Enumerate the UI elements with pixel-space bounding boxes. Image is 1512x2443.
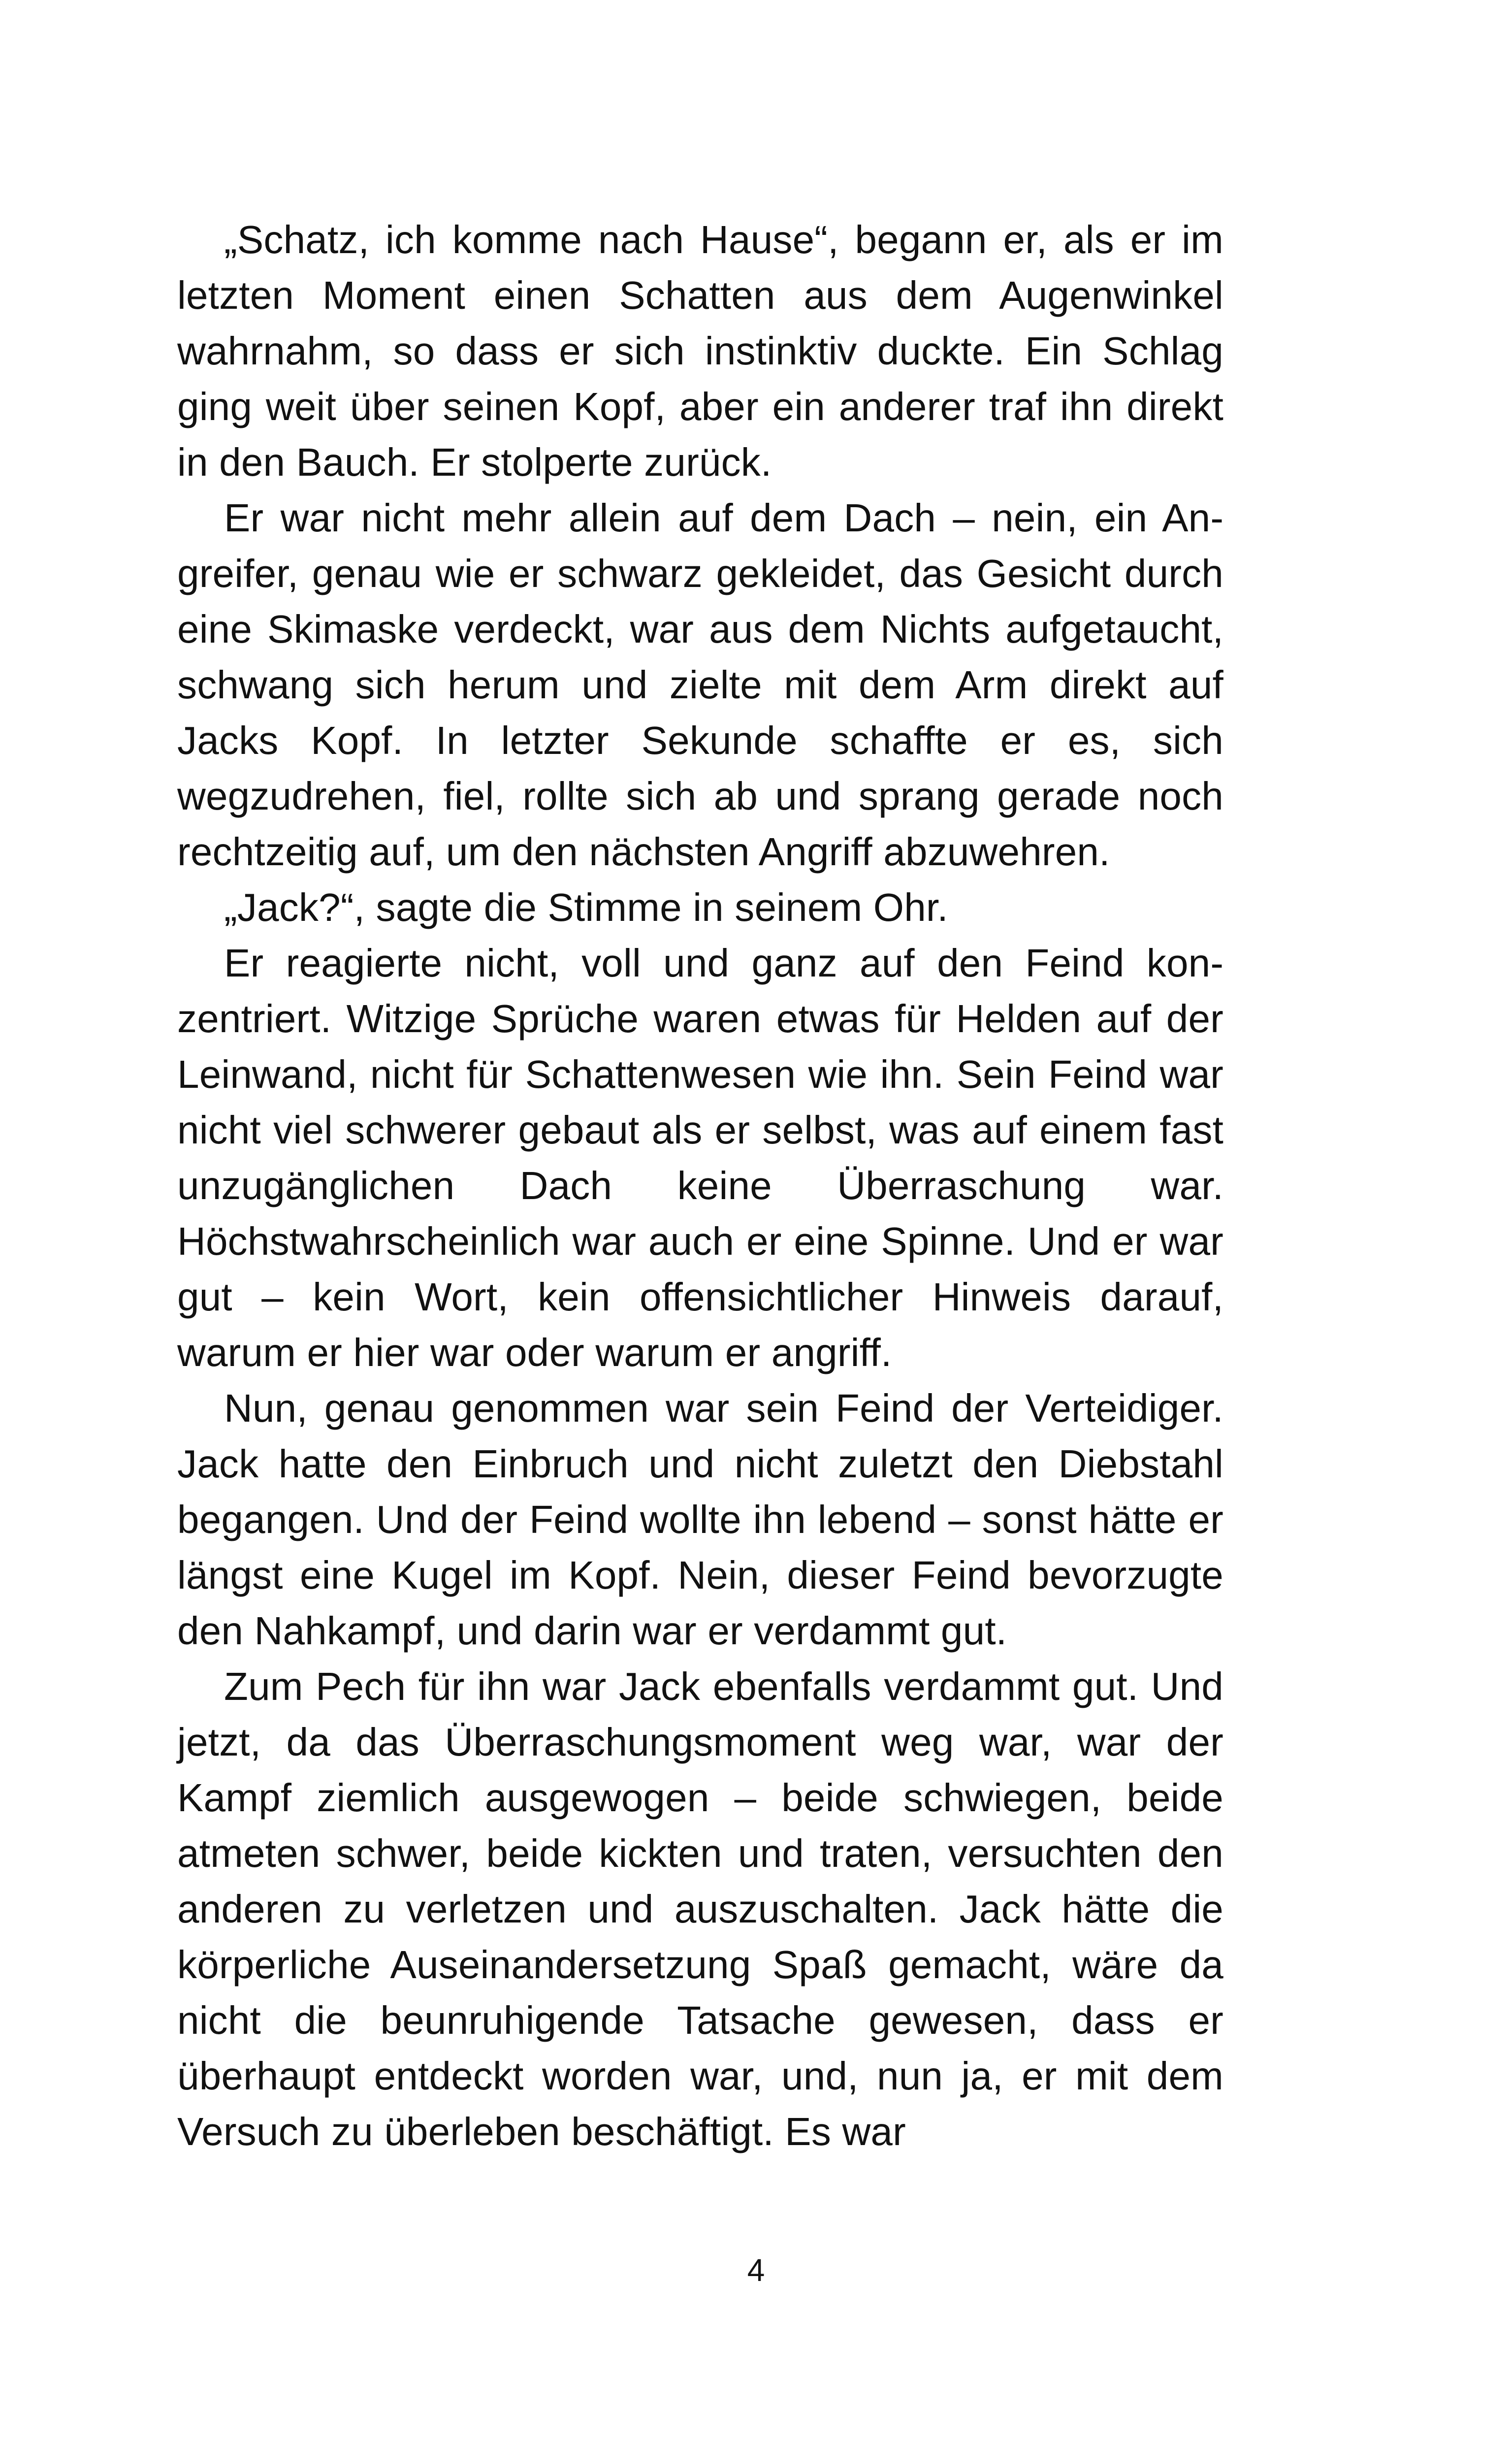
body-text — [177, 212, 1223, 2159]
paragraph-3: „Jack?“, sagte die Stimme in seinem Ohr. — [224, 885, 948, 929]
paragraph-5: Nun, genau genommen war sein Feind der Verteidiger. Jack hatte den Einbruch und nicht zuletzt den Diebstahl begangen. Und der Feind wollte ihn lebend – sonst hätte er längst eine Kugel im Kopf. Nein, dieser Feind bevorzugte den Nahkampf, und darin war er verdammt gut. — [177, 1386, 1223, 1653]
paragraph-2: Er war nicht mehr allein auf dem Dach – nein, ein Angreifer, genau wie er schwarz gekleidet, das Gesicht durch eine Skimaske verdeckt, war aus dem Nichts aufgetaucht, schwang sich herum und zielte mit dem Arm direkt auf Jacks Kopf. In letzter Sekunde schaffte er es, sich wegzudrehen, fiel, rollte sich ab und sprang gerade noch rechtzeitig auf, um den nächsten Angriff abzuwehren. — [177, 496, 1223, 874]
page-number: 4 — [747, 2252, 765, 2288]
paragraph-4: Er reagierte nicht, voll und ganz auf den Feind konzentriert. Witzige Sprüche waren etwas für Helden auf der Leinwand, nicht für Schattenwesen wie ihn. Sein Feind war nicht viel schwerer gebaut als er selbst, was auf einem fast unzugänglichen Dach keine Überraschung war. Höchstwahrscheinlich war auch er eine Spinne. Und er war gut – kein Wort, kein offensichtlicher Hinweis darauf, warum er hier war oder warum er angriff. — [177, 941, 1223, 1374]
paragraph-1: „Schatz, ich komme nach Hause“, begann er, als er im letzten Moment einen Schatten aus dem Augenwinkel wahrnahm, so dass er sich instinktiv duckte. Ein Schlag ging weit über seinen Kopf, aber ein anderer traf ihn direkt in den Bauch. Er stolperte zurück. — [177, 218, 1223, 484]
paragraph-6: Zum Pech für ihn war Jack ebenfalls verdammt gut. Und jetzt, da das Überraschungsmoment weg war, war der Kampf ziemlich ausgewogen – beide schwiegen, beide atmeten schwer, beide kickten und traten, versuchten den anderen zu verletzen und auszuschalten. Jack hätte die körperliche Auseinandersetzung Spaß gemacht, wäre da nicht die beunruhigende Tatsache gewesen, dass er überhaupt entdeckt worden war, und, nun ja, er mit dem Versuch zu überleben beschäftigt. Es war — [177, 1664, 1223, 2153]
